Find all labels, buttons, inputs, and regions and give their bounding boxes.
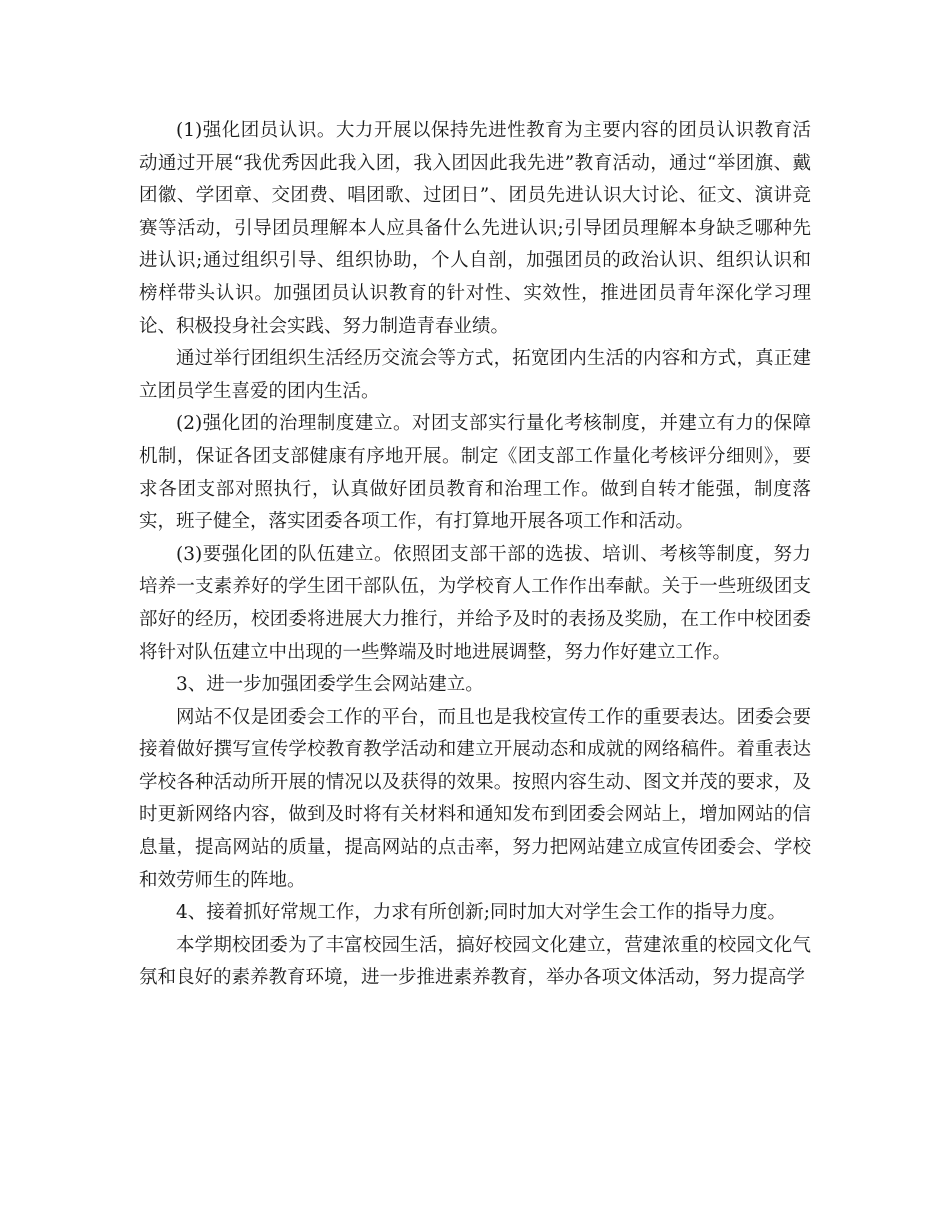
paragraph-management-system: (2)强化团的治理制度建立。对团支部实行量化考核制度，并建立有力的保障机制，保证各团支部健康有序地开展。制定《团支部工作量化考核评分细则》，要求各团支部对照执行，认真做好团员教育和治理工作。做到自转才能强，制度落实，班子健全，落实团委各项工作，有打算地开展各项工作和活动。 (139, 413, 811, 533)
heading-routine-work: 4、接着抓好常规工作，力求有所创新;同时加大对学生会工作的指导力度。 (176, 902, 787, 924)
paragraph-team-building: (3)要强化团的队伍建立。依照团支部干部的选拔、培训、考核等制度，努力培养一支素养好的学生团干部队伍，为学校育人工作作出奉献。关于一些班级团支部好的经历，校团委将进展大力推行，并给予及时的表扬及奖励，在工作中校团委将针对队伍建立中出现的一些弊端及时地进展调整，努力作好建立工作。 (139, 543, 811, 663)
document-body (139, 115, 811, 995)
heading-website-construction: 3、进一步加强团委学生会网站建立。 (176, 674, 484, 696)
paragraph-website-description: 网站不仅是团委会工作的平台，而且也是我校宣传工作的重要表达。团委会要接着做好撰写宣传学校教育教学活动和建立开展动态和成就的网络稿件。着重表达学校各种活动所开展的情况以及获得的效果。按照内容生动、图文并茂的要求，及时更新网络内容，做到及时将有关材料和通知发布到团委会网站上，增加网站的信息量，提高网站的质量，提高网站的点击率，努力把网站建立成宣传团委会、学校和效劳师生的阵地。 (139, 706, 811, 891)
paragraph-campus-culture: 本学期校团委为了丰富校园生活，搞好校园文化建立，营建浓重的校园文化气氛和良好的素养教育环境，进一步推进素养教育，举办各项文体活动，努力提高学 (139, 934, 811, 989)
paragraph-strengthen-member-awareness: (1)强化团员认识。大力开展以保持先进性教育为主要内容的团员认识教育活动通过开展“我优秀因此我入团，我入团因此我先进”教育活动，通过“举团旗、戴团徽、学团章、交团费、唱团歌、过团日”、团员先进认识大讨论、征文、演讲竞赛等活动，引导团员理解本人应具备什么先进认识;引导团员理解本身缺乏哪种先进认识;通过组织引导、组织协助，个人自剖，加强团员的政治认识、组织认识和榜样带头认识。加强团员认识教育的针对性、实效性，推进团员青年深化学习理论、积极投身社会实践、努力制造青春业绩。 (139, 120, 811, 337)
paragraph-organization-life-exchange: 通过举行团组织生活经历交流会等方式，拓宽团内生活的内容和方式，真正建立团员学生喜爱的团内生活。 (139, 348, 811, 402)
